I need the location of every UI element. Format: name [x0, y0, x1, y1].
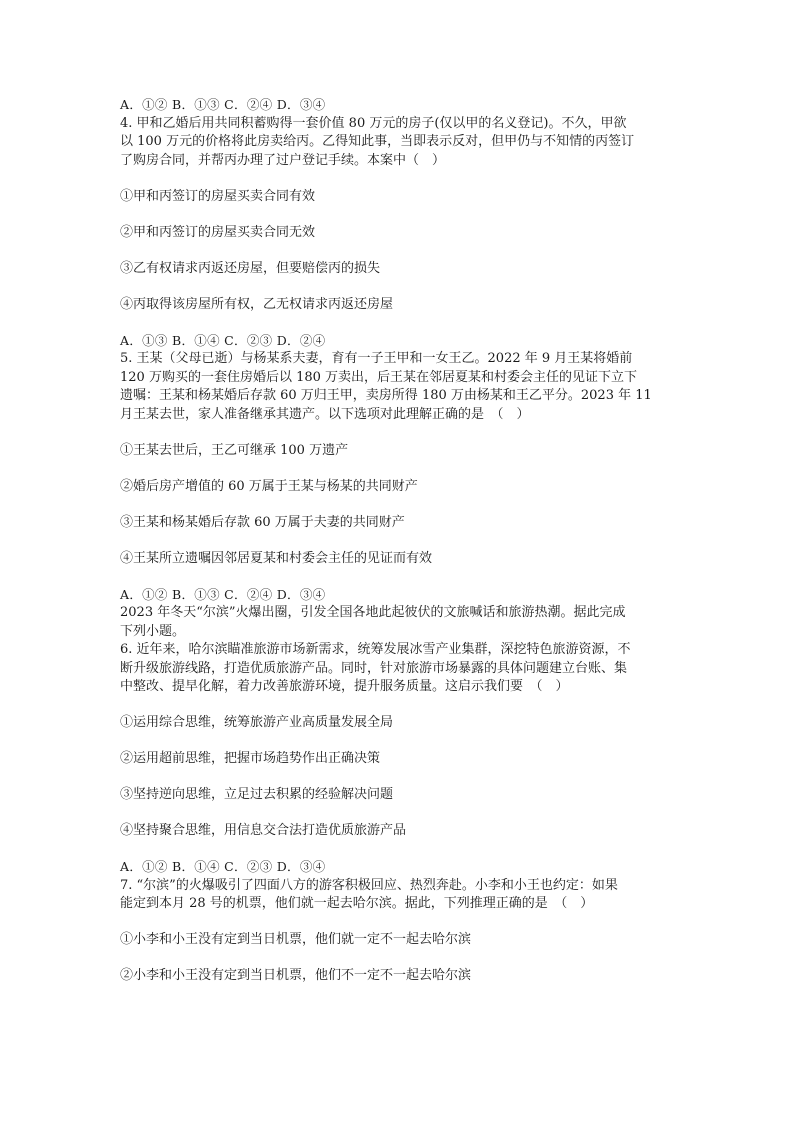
q4-option-2: ②甲和丙签订的房屋买卖合同无效: [120, 224, 316, 240]
question-5: [120, 350, 676, 604]
q4-option-3: ③乙有权请求丙返还房屋，但要赔偿丙的损失: [120, 260, 381, 276]
q5-option-3: ③王某和杨某婚后存款 60 万属于夫妻的共同财产: [120, 514, 405, 530]
question-4: [120, 115, 676, 351]
q5-answer-choices: A．①② B．①③ C．②④ D．③④: [120, 586, 326, 602]
q6-answer-choices: A．①② B．①④ C．②③ D．③④: [120, 859, 326, 874]
document-page: [120, 96, 676, 986]
q5-stem-line: 月王某去世，家人准备继承其遗产。以下选项对此理解正确的是 （ ）: [120, 406, 530, 422]
q6-option-3: ③坚持逆向思维，立足过去积累的经验解决问题: [120, 787, 394, 802]
q6-option-4: ④坚持聚合思维，用信息交合法打造优质旅游产品: [120, 823, 407, 838]
q5-stem-line: 遗嘱：王某和杨某婚后存款 60 万归王甲，卖房所得 180 万由杨某和王乙平分。2023 年 11: [120, 388, 652, 403]
question-6: [120, 641, 676, 877]
question-7: [120, 877, 676, 986]
q7-stem-line: 能定到本月 28 号的机票，他们就一起去哈尔滨。据此，下列推理正确的是 （ ）: [120, 896, 594, 911]
q5-stem-line: 5. 王某（父母已逝）与杨某系夫妻，育有一子王甲和一女王乙。2022 年 9 月王某将婚前: [120, 351, 633, 366]
q6-stem-line: 6. 近年来，哈尔滨瞄准旅游市场新需求，统筹发展冰雪产业集群，深挖特色旅游资源，不: [120, 642, 631, 657]
q5-option-2: ②婚后房产增值的 60 万属于王某与杨某的共同财产: [120, 478, 418, 494]
q6-stem-line: 中整改、提早化解，着力改善旅游环境，提升服务质量。这启示我们要 （ ）: [120, 679, 569, 694]
q6-option-1: ①运用综合思维，统筹旅游产业高质量发展全局: [120, 715, 394, 730]
q6-stem-line: 断升级旅游线路，打造优质旅游产品。同时，针对旅游市场暴露的具体问题建立台账、集: [120, 660, 628, 676]
intro-line: 2023 年冬天“尔滨”火爆出圈，引发全国各地此起彼伏的文旅喊话和旅游热潮。据此完成: [120, 605, 626, 620]
section-intro: [120, 604, 676, 641]
q7-stem-line: 7. “尔滨”的火爆吸引了四面八方的游客积极回应、热烈奔赴。小李和小王也约定：如果: [120, 877, 618, 893]
q7-option-2: ②小李和小王没有定到当日机票，他们不一定不一起去哈尔滨: [120, 968, 472, 983]
intro-line: 下列小题。: [120, 623, 186, 639]
q4-stem-line: 了购房合同，并帮丙办理了过户登记手续。本案中（ ）: [120, 152, 446, 168]
q5-option-4: ④王某所立遗嘱因邻居夏某和村委会主任的见证而有效: [120, 550, 433, 566]
q4-option-4: ④丙取得该房屋所有权，乙无权请求丙返还房屋: [120, 296, 394, 312]
q4-stem-line: 4. 甲和乙婚后用共同积蓄购得一套价值 80 万元的房子(仅以甲的名义登记)。不久，甲欲: [120, 115, 627, 131]
q4-stem-line: 以 100 万元的价格将此房卖给丙。乙得知此事，当即表示反对，但甲仍与不知情的丙签订: [120, 134, 635, 149]
q7-option-1: ①小李和小王没有定到当日机票，他们就一定不一起去哈尔滨: [120, 932, 472, 947]
q3-answer-choices: A．①② B．①③ C．②④ D．③④: [120, 97, 326, 112]
q5-option-1: ①王某去世后，王乙可继承 100 万遗产: [120, 442, 349, 458]
q5-stem-line: 120 万购买的一套住房婚后以 180 万卖出，后王某在邻居夏某和村委会主任的见证下立下: [120, 369, 638, 385]
q4-answer-choices: A．①③ B．①④ C．②③ D．②④: [120, 332, 326, 348]
q6-option-2: ②运用超前思维，把握市场趋势作出正确决策: [120, 751, 381, 766]
q4-option-1: ①甲和丙签订的房屋买卖合同有效: [120, 188, 316, 204]
